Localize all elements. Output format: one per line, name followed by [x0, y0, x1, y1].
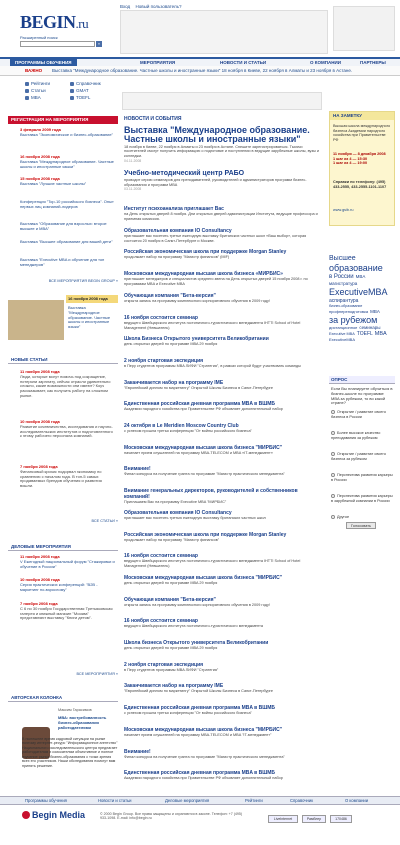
news-ticker — [0, 66, 400, 76]
poll-option[interactable] — [331, 473, 393, 482]
news-item[interactable] — [124, 401, 320, 412]
footer-link[interactable]: Справочник — [290, 798, 314, 803]
news-item[interactable] — [124, 271, 320, 286]
news-item-text: открыта запись на программу комплексного корпоративного обучения в 2009 году! — [124, 299, 270, 303]
logo-main: BEGIN — [20, 12, 76, 32]
news-item-title: Единственная российская дневная программа MBA в ВШМБ — [124, 705, 276, 711]
tag-link[interactable]: ExecutiveMBA — [329, 287, 388, 298]
news-item-text: продолжает набор на программу "Магистр финансов" (MIF) — [124, 255, 230, 259]
quicklink-label: Рейтинги — [31, 81, 51, 86]
reg-item[interactable] — [20, 200, 115, 210]
footer-brand: Begin Media — [32, 810, 86, 820]
footer-link[interactable]: Программы обучения — [25, 798, 67, 803]
reg-text: Выставка "Образование для взрослых: второе высшее и MBA" — [20, 221, 107, 231]
tag-link[interactable]: Высшее — [329, 255, 356, 262]
event-date: 7 ноября 2008 года — [20, 601, 58, 606]
news-item[interactable] — [124, 683, 320, 694]
event-text: Серия практических конференций: "B2B - маркетинг по-взрослому" — [20, 581, 98, 592]
article-text: Люди, которые могут помочь под сокращение, потеряли зарплату, сейчас отрасли удивительно сложно, какие возможности они имеют? Коуч рассказывает, как получить работу на сложном рынке. — [20, 373, 111, 398]
quicklink-label: Статьи — [31, 88, 46, 93]
news-item-title: Школа бизнеса Открытого университета Великобритании — [124, 640, 269, 646]
poll-option[interactable] — [331, 494, 393, 503]
author-body: В нынешнее время кадровой ситуации на рынке поэтому интернет-ресурс "Информационное агентство" Национального исследовательского центра предлагает работодателям и соискателям объективное и полное изучение рынка бизнес-образования с точки зрения всех его участников. Наши обследования помогут вам принять решение. — [22, 737, 118, 768]
tag-link[interactable]: MBA — [374, 331, 387, 338]
tag-cloud — [329, 255, 395, 365]
news-item-title: 16 ноября состоится семинар — [124, 553, 198, 559]
news-item[interactable] — [124, 749, 320, 760]
news-item[interactable] — [124, 770, 320, 781]
ticker-text[interactable]: Выставка "Международное образование. Частные школы и иностранные языки" 18 ноября в Киеве, 22 ноября в Алматы и 23 ноября в Астане. — [52, 68, 353, 73]
main-headline: Выставка "Международное образование. Частные школы и иностранные языки" — [124, 125, 310, 145]
center-banner[interactable] — [122, 92, 322, 110]
tag-link[interactable]: TOEFL — [356, 331, 373, 338]
poll — [329, 376, 395, 536]
reg-text: Выставка "Executive MBA и обучение для топ менеджеров" — [20, 257, 105, 267]
counter-badge[interactable]: LiveInternet — [268, 815, 298, 823]
second-date: 03.11.2008 — [124, 187, 142, 192]
news-item-text: день открытых дверей по программе MBA 29 ноября — [124, 342, 218, 346]
tag-link[interactable]: аспирантура — [329, 297, 359, 304]
reg-item[interactable] — [20, 258, 115, 268]
promo-photo[interactable] — [8, 300, 64, 340]
reg-text: Выставка "Лучшие частные школы" — [20, 180, 87, 186]
directory-icon — [70, 82, 74, 86]
top-banner[interactable] — [120, 10, 328, 54]
article-item[interactable] — [20, 370, 115, 399]
main-story[interactable] — [124, 126, 320, 163]
event-item[interactable] — [20, 602, 115, 621]
search-input[interactable] — [20, 41, 95, 47]
news-item-text: открыта запись на программу комплексного корпоративного обучения в 2009 году! — [124, 603, 270, 607]
toefl-icon — [70, 96, 74, 100]
quicklink-directory[interactable] — [70, 81, 101, 86]
news-item-text: "Европейский диплом по маркетингу" Открытой Школы Бизнеса в Санкт-Петербурге — [124, 689, 273, 693]
poll-option[interactable] — [331, 515, 393, 520]
news-item[interactable] — [124, 662, 320, 673]
tag-link[interactable]: Executive MBA — [329, 332, 355, 337]
event-text: С 6 по 30 ноября Государственная Третьяковская галерея и книжный магазин "Москва" представляют выставку "Книги детям". — [20, 605, 113, 621]
news-item[interactable] — [124, 293, 320, 304]
nav-about[interactable]: О КОМПАНИИ — [310, 60, 341, 65]
event-date: 11 ноября 2008 года — [20, 554, 60, 559]
news-item-title: Обучающая компания "Бета-версия" — [124, 597, 216, 603]
note-heading: НА ЗАМЕТКУ — [330, 112, 394, 120]
news-item[interactable] — [124, 597, 320, 608]
footer-link[interactable]: Деловые мероприятия — [165, 798, 210, 803]
quicklink-label: GMAT — [76, 88, 89, 93]
second-headline: Учебно-методический центр РАБО — [124, 170, 245, 177]
news-item-title: Образовательная компания IO Consultancy — [124, 510, 232, 516]
poll-option[interactable] — [331, 410, 393, 419]
event-text: V Ежегодный национальный форум "Стажировки и обучение в России" — [20, 558, 115, 569]
footer-logo[interactable] — [22, 810, 85, 821]
quicklink-articles[interactable] — [25, 88, 46, 93]
news-item-text: Финал конкурса на получение гранта по программе "Магистр практического менеджмента" — [124, 472, 285, 476]
article-date: 7 ноября 2008 года — [20, 464, 58, 469]
event-date: 10 ноября 2008 года — [20, 577, 60, 582]
news-item-text: приглашает вас посетить третье ежегодную выставку британских частных школ «Ваш выбор», которая состоится 20 ноября в Санкт-Петербурге и Москве. — [124, 234, 307, 243]
register-link[interactable]: Новый пользователь? — [135, 4, 182, 9]
news-item-title: Московская международная высшая школа бизнеса «МИРБИС» — [124, 271, 283, 277]
article-item[interactable] — [20, 420, 115, 439]
quicklink-label: Справочник — [76, 81, 101, 86]
tag-link[interactable]: MBA — [370, 308, 380, 314]
news-item[interactable] — [124, 445, 320, 456]
note-contacts: Справки по телефону: (495) 433-2555, 433-2555-1101-1107 — [333, 180, 387, 189]
all-business-events-link[interactable]: ВСЕ МЕРОПРИЯТИЯ » — [76, 672, 118, 676]
radio-icon[interactable] — [331, 431, 335, 435]
poll-option-label: Открытие / развитие своего бизнеса в России — [331, 410, 386, 419]
nav-news[interactable]: НОВОСТИ И СТАТЬИ — [220, 60, 267, 65]
quicklink-toefl[interactable] — [70, 95, 90, 100]
article-item[interactable] — [20, 465, 115, 489]
news-item[interactable] — [124, 705, 320, 716]
news-item-text: день открытых дверей по программе MBA 29 ноября — [124, 581, 218, 585]
login-link[interactable]: Вход — [120, 4, 131, 9]
reg-date: 16 ноября 2008 года — [20, 154, 60, 159]
quicklink-mba[interactable] — [25, 95, 41, 100]
news-item[interactable] — [124, 640, 320, 651]
tag-link[interactable]: ExecutiveMBA — [329, 336, 356, 342]
registration-heading: РЕГИСТРАЦИЯ НА МЕРОПРИЯТИЯ — [8, 116, 118, 124]
quicklink-gmat[interactable] — [70, 88, 89, 93]
reg-item[interactable] — [20, 177, 115, 187]
author-column-heading: АВТОРСКАЯ КОЛОНКА — [8, 694, 118, 702]
reg-text: Выставка "Высшее образование для вашей дети" — [20, 239, 113, 244]
top-right-banner[interactable] — [333, 6, 395, 51]
news-item[interactable] — [124, 358, 320, 369]
poll-question: Если Вы планируете обучиться в бизнес-школе по программе MBA за рубежом, то во какой стране? — [331, 386, 393, 406]
articles-icon — [25, 89, 29, 93]
radio-icon[interactable] — [331, 410, 335, 414]
footer-link[interactable]: Новости и статьи — [98, 798, 132, 803]
reg-text: Выставка "Экономическое и бизнес-образование" — [20, 131, 114, 137]
all-articles-link[interactable]: ВСЕ СТАТЬИ » — [91, 519, 118, 523]
all-events-link[interactable]: ВСЕ МЕРОПРИЯТИЯ BEGIN GROUP » — [48, 279, 118, 283]
news-item-text: Академии народного хозяйства при Правительстве РФ объявляет дополнительный набор — [124, 776, 283, 780]
top-links — [120, 4, 186, 9]
news-item[interactable] — [124, 315, 320, 330]
logo-tld: .ru — [75, 16, 89, 31]
news-item-text: Академии народного хозяйства при Правительстве РФ объявляет дополнительный набор — [124, 407, 283, 411]
gmat-icon — [70, 89, 74, 93]
news-item[interactable] — [124, 532, 320, 543]
promo-date: 16 ноября 2008 года — [66, 295, 118, 303]
news-item-title: 24 октября в Le Meridien Moscow Country Club — [124, 423, 239, 429]
news-item[interactable] — [124, 206, 320, 221]
news-item-title: Московская международная высшая школа бизнеса "МИРБИС" — [124, 575, 283, 581]
quicklink-label: MBA — [31, 95, 41, 100]
news-item[interactable] — [124, 618, 320, 629]
news-item-title: Школа Бизнеса Открытого университета Великобритании — [124, 336, 269, 342]
news-item[interactable] — [124, 466, 320, 477]
search-button[interactable]: » — [97, 41, 101, 46]
reg-text: Выставка "Международное образование. Частные школы и иностранные языки" — [20, 158, 114, 169]
news-item-title: Российская экономическая школа при поддержке Morgan Stanley — [124, 249, 287, 255]
news-item-text: приглашает менеджеров и специалистов среднего звена на День открытых дверей 15 ноября 2008 г. по программам MBA и Executive MBA — [124, 277, 308, 286]
news-item[interactable] — [124, 228, 320, 243]
news-item-text: ведущего Швейцарского института гостиничного-туристического менеджмента IHTTI School of Hotel Management (Невшатель) — [124, 559, 301, 568]
main-nav — [0, 57, 400, 66]
news-item-title: 16 ноября состоится семинар — [124, 618, 198, 624]
new-articles-heading: НОВЫЕ СТАТЬИ — [8, 356, 118, 364]
radio-icon[interactable] — [331, 494, 335, 498]
news-item[interactable] — [124, 423, 320, 434]
reg-item[interactable] — [20, 240, 115, 245]
news-item-text: на День открытых дверей 8 ноября. Дни открытых дверей администрации Института, ведущие профессора и приемная комиссия. — [124, 212, 318, 221]
news-item[interactable] — [124, 510, 320, 521]
news-item-text: "Европейский диплом по маркетингу" Открытой Школы Бизнеса в Санкт-Петербурге — [124, 386, 273, 390]
footer-link[interactable]: Рейтинги — [245, 798, 263, 803]
news-item-title: Внимание генеральных директоров, руководителей и собственников компаний! — [124, 488, 298, 500]
begin-media-icon — [22, 811, 30, 819]
news-item-title: Единственная российская дневная программа MBA в ВШМБ — [124, 401, 276, 407]
news-item[interactable] — [124, 380, 320, 391]
vote-button[interactable]: Голосовать — [346, 522, 376, 529]
poll-option-label: Открытие / развитие своего бизнеса за рубежом — [331, 452, 386, 461]
news-item[interactable] — [124, 488, 320, 505]
reg-item[interactable] — [20, 222, 115, 232]
reg-item[interactable] — [20, 128, 115, 138]
radio-icon[interactable] — [331, 515, 335, 519]
ratings-icon — [25, 82, 29, 86]
quicklink-ratings[interactable] — [25, 81, 50, 86]
poll-option-label: Перспектива развития карьеры в России — [331, 473, 393, 482]
note-dates: 11 ноября — 8 декабря 2008 1 шаг из 4 — 15:30 1 шаг из 4 — 19:00 — [333, 152, 386, 166]
tag-link[interactable]: дистанционное — [329, 325, 358, 331]
tag-link[interactable]: за рубежом — [329, 314, 378, 325]
news-item[interactable] — [124, 727, 320, 738]
counter-badge[interactable]: Рамблер — [302, 815, 326, 823]
news-item-title: Заканчивается набор на программу IME — [124, 380, 224, 386]
poll-heading: ОПРОС — [329, 376, 395, 384]
article-date: 11 ноября 2008 года — [20, 369, 60, 374]
news-item-title: Единственная российская дневная программа MBA в ВШМБ — [124, 770, 276, 776]
event-item[interactable] — [20, 578, 115, 592]
counter-badge[interactable]: 170486 — [330, 815, 352, 823]
news-item-text: начинает прием слушателей на программу MBA-TELECOM и MBA "IT-менеджмент" — [124, 733, 272, 737]
news-item-title: Институт психоанализа приглашает Вас — [124, 206, 224, 212]
news-item-text: продолжает набор на программу "Магистр финансов" — [124, 538, 220, 542]
news-item-text: в Перу студентов программы MBA ЛИФИ "Стратегия" — [124, 668, 219, 672]
tag-link[interactable]: семинары — [359, 325, 381, 331]
advanced-search-link[interactable]: Расширенный поиск — [20, 35, 58, 40]
business-events-heading: ДЕЛОВЫЕ МЕРОПРИЯТИЯ — [8, 543, 118, 551]
tag-link[interactable]: образование — [329, 263, 383, 274]
reg-text: Конференция "Top-10 российского бизнеса". Опыт первых лиц компаний-лидеров — [20, 199, 114, 209]
note-site[interactable]: www.gsib.ru — [333, 208, 354, 212]
news-item-text: ведущего Швейцарского института гостиничного-туристического менеджмента IHTTI School of Hotel Management (Невшатель) — [124, 321, 301, 330]
second-story[interactable] — [124, 170, 320, 192]
news-item-title: Внимание! — [124, 749, 151, 755]
reg-item[interactable] — [20, 155, 115, 169]
tag-link[interactable]: MBA — [355, 274, 366, 280]
footer-nav — [0, 796, 400, 805]
news-item-title: Образовательная компания IO Consultancy — [124, 228, 232, 234]
news-item-title: Московская международная высшая школа бизнеса "МИРБИС" — [124, 727, 283, 733]
promo-text[interactable]: Выставка "Международное образование. Частные школы и иностранные языки" — [68, 305, 111, 330]
reg-date: 3 февраля 2009 года — [20, 127, 61, 132]
tag-link[interactable]: магистратура — [329, 281, 358, 287]
news-item[interactable] — [124, 553, 320, 568]
ticker-label: ВАЖНО — [25, 68, 43, 73]
news-item-text: ведущего Швейцарского института гостиничного-туристического менеджмента — [124, 624, 263, 628]
news-item-text: Финал конкурса на получение гранта по программе "Магистр практического менеджмента" — [124, 755, 285, 759]
nav-partners[interactable]: ПАРТНЕРЫ — [360, 60, 386, 65]
author-name: Максим Гарасимов — [58, 708, 92, 712]
article-date: 10 ноября 2008 года — [20, 419, 60, 424]
radio-icon[interactable] — [331, 452, 335, 456]
news-item-title: 2 ноября стартовая экспедиция — [124, 662, 204, 668]
poll-option-label: Перспектива развития карьеры в зарубежной компании в России — [331, 494, 393, 503]
news-item-text: с успехом прошла третья конференция "От войны российского бизнеса" — [124, 711, 252, 715]
nav-programs[interactable]: ПРОГРАММЫ ОБУЧЕНИЯ — [10, 59, 77, 66]
second-text: проводит серию семинаров для преподавателей, руководителей и администраторов программ бизнес-образования и программ MBA — [124, 178, 307, 187]
tag-link[interactable]: бизнес-образование — [329, 303, 363, 308]
logo[interactable] — [20, 12, 88, 34]
footer-link[interactable]: О компании — [345, 798, 369, 803]
tag-link[interactable]: профпереподготовка — [329, 308, 369, 314]
news-item[interactable] — [124, 575, 320, 586]
author-title[interactable]: МВА: востребованность бизнес-образования работодателями — [58, 715, 107, 730]
mba-icon — [25, 96, 29, 100]
tag-link[interactable]: в России — [329, 274, 354, 281]
news-item-title: 2 ноября стартовая экспедиция — [124, 358, 204, 364]
note-box[interactable] — [329, 111, 395, 226]
news-item-text: Приглашаем Вас на программу Executive MBA "МИРБИС" — [124, 500, 227, 504]
main-date: 04.11.2008 — [124, 158, 142, 163]
poll-option[interactable] — [331, 452, 393, 461]
reg-date: 15 ноября 2008 года — [20, 176, 60, 181]
event-item[interactable] — [20, 555, 115, 569]
news-item-text: начинает прием слушателей на программу MBA-TELECOM и MBA «IT-менеджмент» — [124, 451, 273, 455]
poll-option-label: Другое — [337, 515, 350, 519]
poll-option[interactable] — [331, 431, 393, 440]
news-item-text: с успехом прошла третья конференция "От войны российского бизнеса" — [124, 429, 252, 433]
poll-option-label: Более высокое качество преподавания за рубежом — [331, 431, 381, 440]
radio-icon[interactable] — [331, 473, 335, 477]
news-item-text: в Перу студентов программы MBA ЛИФИ "Стратегия", в рамках которой будут участвовать команды — [124, 364, 301, 368]
news-item[interactable] — [124, 336, 320, 347]
article-text: Развитие кочевничества, исследования и научно-исследовательских институтов и подготовленного к этому рабочего персонала компаний. — [20, 423, 113, 439]
note-text: Высшая школа международного бизнеса Академии народного хозяйства при Правительстве РФ — [333, 124, 391, 142]
news-item-text: день открытых дверей по программе MBA 29 ноября — [124, 646, 218, 650]
article-text: Финансовый кризис подорвал экономику по сравнению с началом года. В топ-5 самых продаваемых брендов обучения и развития вошли. — [20, 468, 102, 489]
quicklink-label: TOEFL — [76, 95, 91, 100]
news-item-title: 16 ноября состоится семинар — [124, 315, 198, 321]
news-item-title: Московская международная высшая школа бизнеса "МИРБИС" — [124, 445, 283, 451]
news-item-text: приглашает вас посетить третью ежегодную выставку британских частных школ — [124, 516, 266, 520]
copyright: © 2000 Begin Group. Все права защищены и охраняются в законе. Телефон: +7 (495) 933-1098. E-mail: info@begin.ru — [100, 812, 243, 821]
nav-events[interactable]: МЕРОПРИЯТИЯ — [140, 60, 176, 65]
news-events-heading: НОВОСТИ И СОБЫТИЯ — [124, 116, 182, 122]
news-item-title: Обучающая компания "Бета-версия" — [124, 293, 216, 299]
news-item-title: Российская экономическая школа при поддержке Morgan Stanley — [124, 532, 287, 538]
news-item[interactable] — [124, 249, 320, 260]
main-text: 18 ноября в Киеве, 22 ноября в Алматы и 23 ноября в Астане. Спешите зарегистрироваться. Тысячи посетителей смогут получить информацию о подготовке и поступлении в ведущие зарубежные школы, вузы и колледжи. — [124, 144, 320, 158]
news-item-title: Заканчивается набор на программу IME — [124, 683, 224, 689]
news-item-title: Внимание! — [124, 466, 151, 472]
